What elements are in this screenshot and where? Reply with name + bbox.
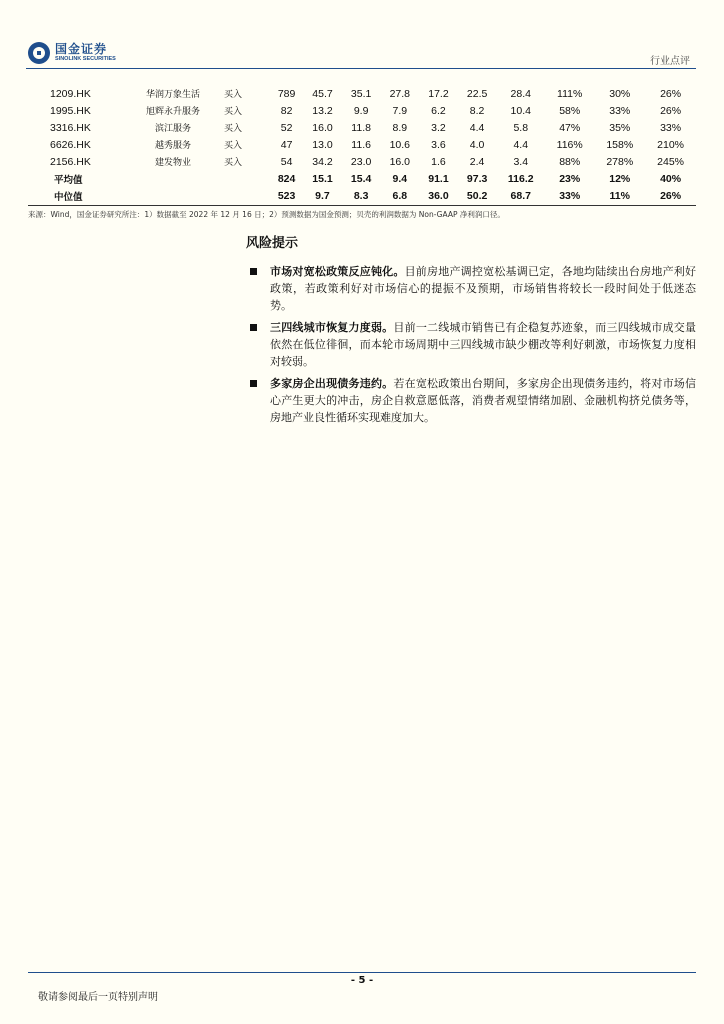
value-cell: 33% bbox=[609, 104, 631, 117]
value-cell: 8.2 bbox=[469, 104, 485, 117]
summary-value-cell: 824 bbox=[277, 172, 296, 185]
value-cell: 47 bbox=[280, 138, 293, 151]
company-logo bbox=[28, 42, 116, 64]
value-cell: 4.4 bbox=[469, 121, 485, 134]
value-cell: 28.4 bbox=[510, 87, 531, 100]
value-cell: 26% bbox=[660, 87, 682, 100]
summary-row bbox=[28, 170, 696, 187]
table-row bbox=[28, 136, 696, 153]
value-cell: 210% bbox=[657, 138, 684, 151]
risk-item-heading: 三四线城市恢复力度弱。 bbox=[270, 321, 394, 334]
stock-code-cell: 1209.HK bbox=[50, 87, 91, 100]
value-cell: 35.1 bbox=[350, 87, 372, 100]
table-row bbox=[28, 119, 696, 136]
value-cell: 1.6 bbox=[431, 155, 446, 168]
value-cell: 26% bbox=[660, 104, 682, 117]
value-cell: 11.8 bbox=[351, 121, 371, 134]
value-cell: 5.8 bbox=[513, 121, 529, 134]
footer-disclaimer: 敬请参阅最后一页特别声明 bbox=[38, 992, 158, 1003]
value-cell: 45.7 bbox=[312, 87, 333, 100]
summary-row bbox=[28, 187, 696, 204]
logo-cn-text: 国金证券 bbox=[55, 42, 108, 56]
risk-item bbox=[248, 263, 696, 314]
summary-value-cell: 9.4 bbox=[392, 172, 408, 185]
table-row bbox=[28, 85, 696, 102]
table-source-note: 来源：Wind，国金证券研究所注：1）数据截至 2022 年 12 月 16 日；2）预测数据为国金预测；贝壳的利润数据为 Non-GAAP 净利润口径。 bbox=[28, 210, 505, 219]
risk-item-body: 若在宽松政策出台期间，多家房企出现债务违约，将对市场信心产生更大的冲击，房企自救意愿低落，消费者观望情绪加剧、金融机构挤兑债务等，房地产业良性循环实现难度加大。 bbox=[270, 377, 697, 424]
value-cell: 2.4 bbox=[469, 155, 485, 168]
square-bullet-icon bbox=[250, 380, 257, 387]
value-cell: 88% bbox=[559, 155, 581, 168]
summary-label-cell: 平均值 bbox=[54, 174, 83, 186]
summary-value-cell: 26% bbox=[660, 189, 682, 202]
summary-value-cell: 8.3 bbox=[353, 189, 369, 202]
summary-label-cell: 中位值 bbox=[54, 191, 83, 203]
table-row bbox=[28, 102, 696, 119]
footer-divider bbox=[28, 972, 696, 973]
summary-value-cell: 116.2 bbox=[507, 172, 534, 185]
value-cell: 111% bbox=[557, 87, 583, 100]
value-cell: 3.2 bbox=[431, 121, 446, 134]
risk-item bbox=[248, 375, 696, 426]
value-cell: 245% bbox=[657, 155, 684, 168]
value-cell: 54 bbox=[280, 155, 293, 168]
company-name-cell: 建发物业 bbox=[154, 158, 191, 168]
value-cell: 8.9 bbox=[392, 121, 408, 134]
square-bullet-icon bbox=[250, 324, 257, 331]
page-header bbox=[26, 40, 696, 70]
risk-item-body: 目前一二线城市销售已有企稳复苏迹象，而三四线城市成交量依然在低位徘徊，而本轮市场周期中三四线城市缺少棚改等利好刺激，市场恢复力度相对较弱。 bbox=[270, 321, 697, 368]
value-cell: 7.9 bbox=[392, 104, 408, 117]
company-name-cell: 旭辉永升服务 bbox=[145, 107, 200, 117]
rating-cell: 买入 bbox=[224, 107, 243, 117]
value-cell: 17.2 bbox=[428, 87, 449, 100]
summary-value-cell: 36.0 bbox=[428, 189, 449, 202]
value-cell: 4.4 bbox=[513, 138, 529, 151]
value-cell: 35% bbox=[609, 121, 631, 134]
rating-cell: 买入 bbox=[224, 90, 243, 100]
summary-value-cell: 68.7 bbox=[510, 189, 531, 202]
value-cell: 58% bbox=[559, 104, 581, 117]
summary-value-cell: 33% bbox=[559, 189, 581, 202]
stock-code-cell: 6626.HK bbox=[50, 138, 91, 151]
rating-cell: 买入 bbox=[224, 158, 243, 168]
value-cell: 11.6 bbox=[351, 138, 371, 151]
value-cell: 6.2 bbox=[431, 104, 446, 117]
square-bullet-icon bbox=[250, 268, 257, 275]
valuation-table bbox=[28, 85, 696, 204]
summary-value-cell: 97.3 bbox=[466, 172, 488, 185]
value-cell: 47% bbox=[559, 121, 581, 134]
header-divider bbox=[26, 68, 696, 69]
value-cell: 34.2 bbox=[312, 155, 333, 168]
company-name-cell: 华润万象生活 bbox=[145, 90, 200, 100]
value-cell: 789 bbox=[277, 87, 296, 100]
value-cell: 3.6 bbox=[431, 138, 446, 151]
value-cell: 10.4 bbox=[510, 104, 531, 117]
report-type: 行业点评 bbox=[650, 56, 690, 67]
company-name-cell: 越秀服务 bbox=[154, 141, 191, 151]
stock-code-cell: 2156.HK bbox=[50, 155, 91, 168]
summary-value-cell: 11% bbox=[609, 189, 630, 202]
table-bottom-rule bbox=[28, 205, 696, 206]
summary-value-cell: 91.1 bbox=[428, 172, 449, 185]
value-cell: 27.8 bbox=[389, 87, 411, 100]
risk-item-heading: 多家房企出现债务违约。 bbox=[270, 377, 394, 390]
value-cell: 30% bbox=[609, 87, 631, 100]
value-cell: 278% bbox=[606, 155, 634, 168]
summary-value-cell: 40% bbox=[660, 172, 682, 185]
value-cell: 13.0 bbox=[312, 138, 333, 151]
value-cell: 3.4 bbox=[513, 155, 529, 168]
summary-value-cell: 12% bbox=[609, 172, 631, 185]
value-cell: 116% bbox=[556, 138, 583, 151]
summary-value-cell: 23% bbox=[559, 172, 581, 185]
rating-cell: 买入 bbox=[224, 141, 243, 151]
value-cell: 16.0 bbox=[389, 155, 411, 168]
page-number: - 5 - bbox=[350, 975, 374, 986]
value-cell: 23.0 bbox=[350, 155, 372, 168]
value-cell: 10.6 bbox=[389, 138, 411, 151]
stock-code-cell: 1995.HK bbox=[50, 104, 91, 117]
value-cell: 16.0 bbox=[312, 121, 333, 134]
value-cell: 52 bbox=[280, 121, 293, 134]
value-cell: 4.0 bbox=[469, 138, 485, 151]
value-cell: 13.2 bbox=[312, 104, 333, 117]
value-cell: 82 bbox=[280, 104, 293, 117]
section-title-risk: 风险提示 bbox=[246, 236, 299, 251]
logo-en-text: SINOLINK SECURITIES bbox=[55, 56, 116, 62]
table-row bbox=[28, 153, 696, 170]
risk-item bbox=[248, 319, 696, 370]
risk-item-heading: 市场对宽松政策反应钝化。 bbox=[270, 265, 405, 278]
value-cell: 22.5 bbox=[466, 87, 488, 100]
summary-value-cell: 15.1 bbox=[312, 172, 333, 185]
summary-value-cell: 50.2 bbox=[466, 189, 488, 202]
value-cell: 9.9 bbox=[353, 104, 369, 117]
summary-value-cell: 523 bbox=[277, 189, 296, 202]
summary-value-cell: 15.4 bbox=[350, 172, 372, 185]
risk-list bbox=[248, 263, 696, 431]
stock-code-cell: 3316.HK bbox=[50, 121, 91, 134]
company-name-cell: 滨江服务 bbox=[154, 124, 191, 134]
rating-cell: 买入 bbox=[224, 124, 243, 134]
logo-icon bbox=[28, 42, 50, 64]
value-cell: 33% bbox=[660, 121, 682, 134]
risk-item-body: 目前房地产调控宽松基调已定，各地均陆续出台房地产利好政策，若政策利好对市场信心的提振不及预期，市场销售将较长一段时间处于低迷态势。 bbox=[270, 265, 696, 312]
summary-value-cell: 6.8 bbox=[392, 189, 408, 202]
summary-value-cell: 9.7 bbox=[315, 189, 330, 202]
value-cell: 158% bbox=[606, 138, 634, 151]
